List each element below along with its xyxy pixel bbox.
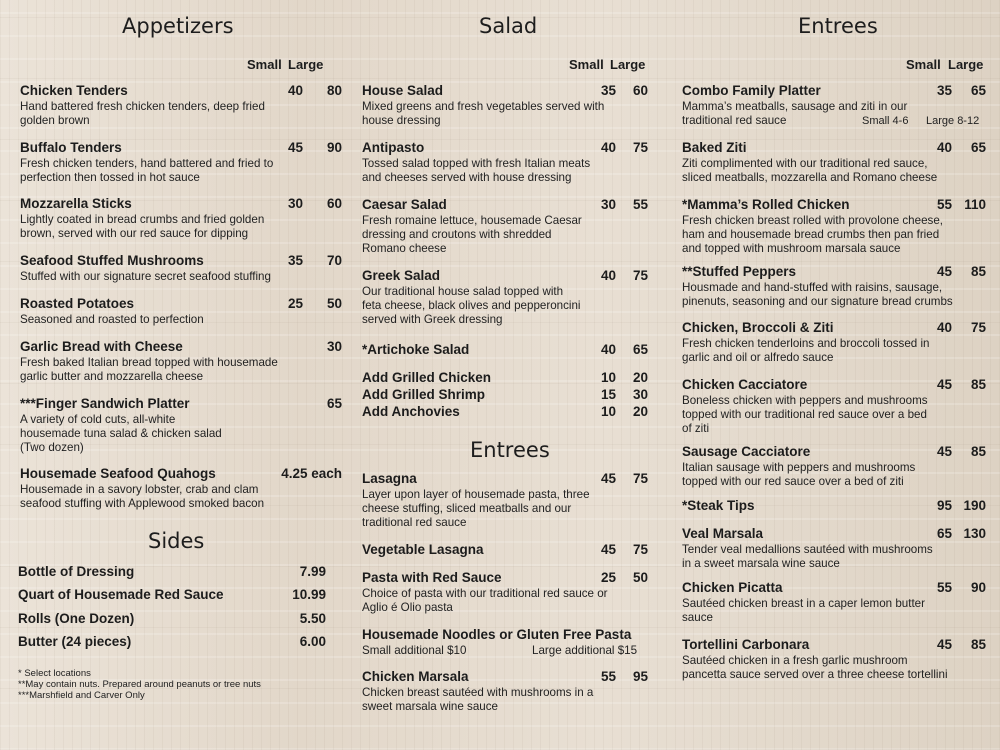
item-description: Boneless chicken with peppers and mushrooms topped with our traditional red sauce over a bed of ziti [682,394,928,435]
price-small: 10 [600,370,616,385]
appetizers-title: Appetizers [122,14,234,38]
price-small: 45 [600,471,616,486]
item-name: Lasagna [362,471,417,486]
price-small: 55 [936,197,952,212]
addon-item [362,404,652,421]
item-description: Ziti complimented with our traditional red sauce, sliced meatballs, mozzarella and Romano cheese [682,157,938,184]
menu-item [682,444,987,489]
price-large: 130 [963,526,986,541]
item-description: Seasoned and roasted to perfection [20,313,204,326]
price-large: 75 [970,320,986,335]
entrees-title: Entrees [798,14,878,38]
item-description: Chicken breast sautéed with mushrooms in a sweet marsala wine sauce [362,686,594,713]
item-name: Quart of Housemade Red Sauce [18,587,224,602]
addon-list [362,370,652,421]
side-item [18,587,326,605]
menu-item [362,83,652,128]
item-price: 5.50 [299,611,326,626]
item-description: Choice of pasta with our traditional red sauce or Aglio é Olio pasta [362,587,608,614]
price-large: 75 [632,542,648,557]
price-small: 30 [287,196,303,211]
salad-size-large-header: Large [610,57,646,72]
item-name: Vegetable Lasagna [362,542,484,557]
price-small: 40 [600,268,616,283]
price-large: 90 [326,140,342,155]
price-large: 110 [964,197,986,212]
item-description: Mixed greens and fresh vegetables served with house dressing [362,100,605,127]
menu-item [362,268,652,327]
serves-small: Small 4-6 [862,115,909,127]
menu-item [362,471,652,530]
price-small: 65 [936,526,952,541]
menu-item [682,320,987,365]
item-name: House Salad [362,83,444,98]
price-small: 25 [600,570,616,585]
item-name: Combo Family Platter [682,83,821,98]
price-large: 60 [326,196,342,211]
price-small: 45 [936,444,952,459]
item-description: Hand battered fresh chicken tenders, deep fried golden brown [20,100,265,127]
price-small: 30 [600,197,616,212]
price-small: 95 [936,498,952,513]
price-small: 40 [287,83,303,98]
item-name: Roasted Potatoes [20,296,135,311]
item-description: Lightly coated in bread crumbs and fried golden brown, served with our red sauce for dipping [20,213,265,240]
item-description: Sautéed chicken in a fresh garlic mushroom pancetta sauce served over a three cheese tortellini [682,654,948,681]
price-small: 25 [287,296,303,311]
item-description: Fresh chicken breast rolled with provolone cheese, ham and housemade bread crumbs then pan fried and topped with mushroom marsala sauce [682,214,943,255]
entrees-size-large-header: Large [948,57,984,72]
price-large: 70 [326,253,342,268]
price-small: 35 [287,253,303,268]
item-name: *Artichoke Salad [362,342,470,357]
item-description: Tender veal medallions sautéed with mushrooms in a sweet marsala wine sauce [682,543,933,570]
item-price: 7.99 [299,564,326,579]
item-description: Layer upon layer of housemade pasta, three cheese stuffing, sliced meatballs and our traditional red sauce [362,488,590,529]
item-name: Mozzarella Sticks [20,196,132,211]
footnote: ***Marshfield and Carver Only [18,690,145,701]
menu-item [362,627,657,659]
menu-item [362,669,652,714]
menu-item [682,526,987,571]
price-small: 45 [936,637,952,652]
item-name: Greek Salad [362,268,441,283]
serves-large: Large 8-12 [926,115,980,127]
price-small: 10 [600,404,616,419]
item-name: Chicken Tenders [20,83,128,98]
item-name: Caesar Salad [362,197,447,212]
menu-item [682,637,987,682]
item-name: Chicken, Broccoli & Ziti [682,320,834,335]
item-name: *Mamma’s Rolled Chicken [682,197,850,212]
price-large: 85 [970,264,986,279]
price-large: 75 [632,471,648,486]
item-description: Our traditional house salad topped with feta cheese, black olives and pepperoncini served with Greek dressing [362,285,581,326]
menu-item [682,140,987,185]
item-description: Fresh chicken tenderloins and broccoli tossed in garlic and oil or alfredo sauce [682,337,930,364]
item-price: 10.99 [292,587,326,602]
menu-item [20,396,340,455]
menu-item [20,339,340,384]
item-description: Fresh romaine lettuce, housemade Caesar dressing and croutons with shredded Romano cheese [362,214,582,255]
footnote: **May contain nuts. Prepared around peanuts or tree nuts [18,679,261,690]
price-large: 20 [632,370,648,385]
menu-item [20,466,340,511]
item-description: Housemade in a savory lobster, crab and clam seafood stuffing with Applewood smoked bacon [20,483,265,510]
price-small: 45 [600,542,616,557]
item-description: Stuffed with our signature secret seafood stuffing [20,270,271,283]
menu-item [682,498,987,514]
item-name: Antipasto [362,140,425,155]
menu-item [20,253,340,284]
item-name: Garlic Bread with Cheese [20,339,183,354]
item-name: *Steak Tips [682,498,755,513]
menu-item [682,377,987,436]
item-name: Seafood Stuffed Mushrooms [20,253,204,268]
menu-item [362,197,652,256]
menu-item [682,197,987,256]
item-name: Butter (24 pieces) [18,634,132,649]
menu-item [20,196,340,241]
item-description: Tossed salad topped with fresh Italian meats and cheeses served with house dressing [362,157,591,184]
price-large: 95 [632,669,648,684]
item-name: Sausage Cacciatore [682,444,811,459]
addon-item [362,387,652,404]
item-name: Chicken Picatta [682,580,783,595]
item-name: Add Grilled Chicken [362,370,492,385]
price-small: 55 [600,669,616,684]
price-large: 30 [632,387,648,402]
item-description: Sautéed chicken breast in a caper lemon butter sauce [682,597,925,624]
price-small: 15 [600,387,616,402]
item-name: Housemade Noodles or Gluten Free Pasta [362,627,632,642]
item-price: 6.00 [299,634,326,649]
item-name: Rolls (One Dozen) [18,611,135,626]
appetizers-size-small-header: Small [247,57,282,72]
price-large: 65 [632,342,648,357]
item-description: Italian sausage with peppers and mushrooms topped with our red sauce over a bed of ziti [682,461,916,488]
extra-large-price: Large additional $15 [532,644,638,657]
item-name: Chicken Marsala [362,669,469,684]
price-large: 65 [970,140,986,155]
side-item [18,564,326,582]
item-description [362,644,657,659]
item-name: Pasta with Red Sauce [362,570,502,585]
price-small: 35 [936,83,952,98]
item-description: Housmade and hand-stuffed with raisins, sausage, pinenuts, seasoning and our signature bread crumbs [682,281,953,308]
price-each: 4.25 each [281,466,342,481]
price-large: 55 [632,197,648,212]
side-item [18,611,326,629]
menu-item [682,83,987,128]
item-name: Housemade Seafood Quahogs [20,466,216,481]
price-small: 45 [936,377,952,392]
price-large: 30 [326,339,342,354]
price-large: 50 [632,570,648,585]
menu-item [362,542,652,558]
item-description: A variety of cold cuts, all-white housemade tuna salad & chicken salad (Two dozen) [20,413,222,454]
footnotes [18,668,261,701]
entrees-mid-title: Entrees [470,438,550,462]
menu-item [20,296,340,327]
menu-item [362,342,652,358]
price-large: 190 [963,498,986,513]
item-name: Bottle of Dressing [18,564,135,579]
menu-item [20,140,340,185]
price-large: 65 [326,396,342,411]
extra-small-price: Small additional $10 [362,644,467,657]
appetizers-size-large-header: Large [288,57,324,72]
menu-item [682,580,987,625]
price-small: 45 [936,264,952,279]
price-large: 85 [970,377,986,392]
entrees-size-small-header: Small [906,57,941,72]
price-small: 40 [936,320,952,335]
item-description: Fresh baked Italian bread topped with housemade garlic butter and mozzarella cheese [20,356,278,383]
item-name: ***Finger Sandwich Platter [20,396,190,411]
price-small: 55 [936,580,952,595]
price-large: 80 [326,83,342,98]
menu-item [20,83,340,128]
side-item [18,634,326,652]
price-small: 35 [600,83,616,98]
item-name: Add Grilled Shrimp [362,387,486,402]
item-name: **Stuffed Peppers [682,264,797,279]
item-description: Mamma’s meatballs, sausage and ziti in our traditional red sauce Small 4-6 Large 8-12 [682,100,980,127]
price-large: 50 [326,296,342,311]
price-small: 40 [600,140,616,155]
price-large: 75 [632,268,648,283]
price-large: 85 [970,444,986,459]
price-small: 40 [936,140,952,155]
item-name: Baked Ziti [682,140,747,155]
item-name: Buffalo Tenders [20,140,122,155]
price-small: 45 [287,140,303,155]
footnote: * Select locations [18,668,91,679]
menu-item [682,264,987,309]
price-large: 90 [970,580,986,595]
item-name: Veal Marsala [682,526,764,541]
salad-size-small-header: Small [569,57,604,72]
item-name: Add Anchovies [362,404,460,419]
price-large: 60 [632,83,648,98]
price-large: 20 [632,404,648,419]
price-small: 40 [600,342,616,357]
addon-item [362,370,652,387]
salad-title: Salad [479,14,538,38]
item-name: Chicken Cacciatore [682,377,808,392]
price-large: 75 [632,140,648,155]
item-description: Fresh chicken tenders, hand battered and fried to perfection then tossed in hot sauce [20,157,274,184]
item-name: Tortellini Carbonara [682,637,810,652]
menu-item [362,140,652,185]
menu-item [362,570,652,615]
price-large: 85 [970,637,986,652]
sides-title: Sides [148,529,205,553]
price-large: 65 [970,83,986,98]
